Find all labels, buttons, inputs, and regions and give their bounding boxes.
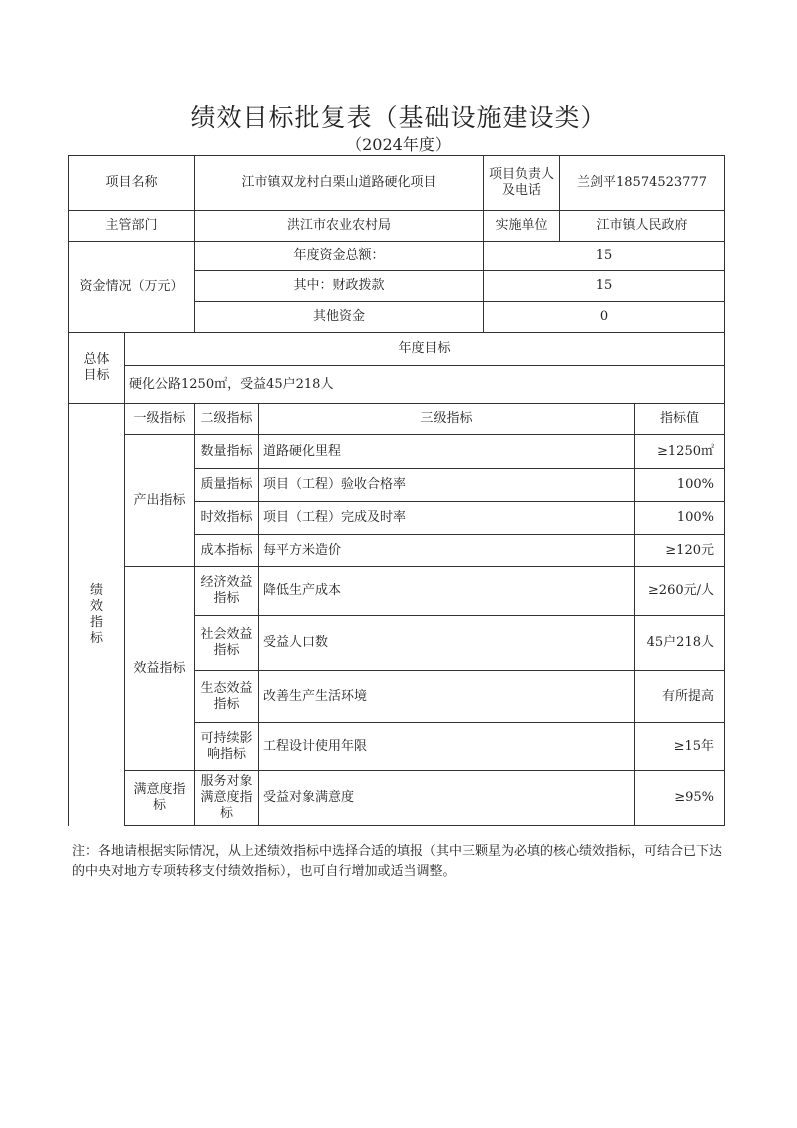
dept-value: 洪江市农业农村局 [195,211,484,242]
funds-label: 资金情况（万元） [69,242,195,333]
annual-goal-header: 年度目标 [125,333,725,366]
footnote: 注：各地请根据实际情况，从上述绩效指标中选择合适的填报（其中三颗星为必填的核心绩效指标，可结合已下达的中央对地方专项转移支付绩效指标），也可自行增加或适当调整。 [72,844,723,879]
page-subtitle: （2024年度） [346,135,451,154]
annual-goal-text: 硬化公路1250㎡，受益45户218人 [125,366,725,404]
output-label: 产出指标 [125,435,195,567]
col-header-value: 指标值 [635,404,725,435]
overall-label: 总体目标 [69,333,125,404]
l2-cell: 时效指标 [195,502,259,535]
funds-row-label: 其中：财政拨款 [195,271,484,302]
l3-cell: 受益人口数 [259,616,635,671]
table-row [69,771,725,826]
l3-cell: 道路硬化里程 [259,435,635,469]
performance-table [68,155,725,826]
funds-row-label: 年度资金总额： [195,242,484,271]
value-cell: ≥1250㎡ [635,435,725,469]
col-header-l1: 一级指标 [125,404,195,435]
table-row [69,211,725,242]
l2-cell: 经济效益指标 [195,567,259,616]
value-cell: 100% [635,502,725,535]
l3-cell: 受益对象满意度 [259,771,635,826]
value-cell: ≥95% [635,771,725,826]
value-cell: ≥260元/人 [635,567,725,616]
value-cell: 有所提高 [635,671,725,723]
l3-cell: 降低生产成本 [259,567,635,616]
value-cell: ≥15年 [635,723,725,771]
table-row [69,404,725,435]
funds-row-value: 15 [484,242,725,271]
table-row [69,435,725,469]
impl-value: 江市镇人民政府 [560,211,725,242]
col-header-l2: 二级指标 [195,404,259,435]
l2-cell: 社会效益指标 [195,616,259,671]
impl-label: 实施单位 [484,211,560,242]
l3-cell: 工程设计使用年限 [259,723,635,771]
value-cell: 45户218人 [635,616,725,671]
l3-cell: 项目（工程）完成及时率 [259,502,635,535]
l2-cell: 成本指标 [195,535,259,567]
l2-cell: 可持续影响指标 [195,723,259,771]
value-cell: ≥120元 [635,535,725,567]
table-row [69,242,725,271]
dept-label: 主管部门 [69,211,195,242]
table-row [69,567,725,616]
table-row [69,156,725,211]
project-name-value: 江市镇双龙村白栗山道路硬化项目 [195,156,484,211]
benefit-label: 效益指标 [125,567,195,771]
owner-label: 项目负责人及电话 [484,156,560,211]
l3-cell: 改善生产生活环境 [259,671,635,723]
l2-cell: 质量指标 [195,469,259,502]
l3-cell: 项目（工程）验收合格率 [259,469,635,502]
l2-cell: 服务对象满意度指标 [195,771,259,826]
l2-cell: 数量指标 [195,435,259,469]
table-row [69,333,725,366]
l3-cell: 每平方米造价 [259,535,635,567]
funds-row-label: 其他资金 [195,302,484,333]
owner-value: 兰剑平18574523777 [560,156,725,211]
satisfaction-label: 满意度指标 [125,771,195,826]
col-header-l3: 三级指标 [259,404,635,435]
funds-row-value: 0 [484,302,725,333]
perf-label: 绩效指标 [69,404,125,826]
page-title: 绩效目标批复表（基础设施建设类） [190,103,607,132]
project-name-label: 项目名称 [69,156,195,211]
l2-cell: 生态效益指标 [195,671,259,723]
table-row [69,366,725,404]
funds-row-value: 15 [484,271,725,302]
value-cell: 100% [635,469,725,502]
